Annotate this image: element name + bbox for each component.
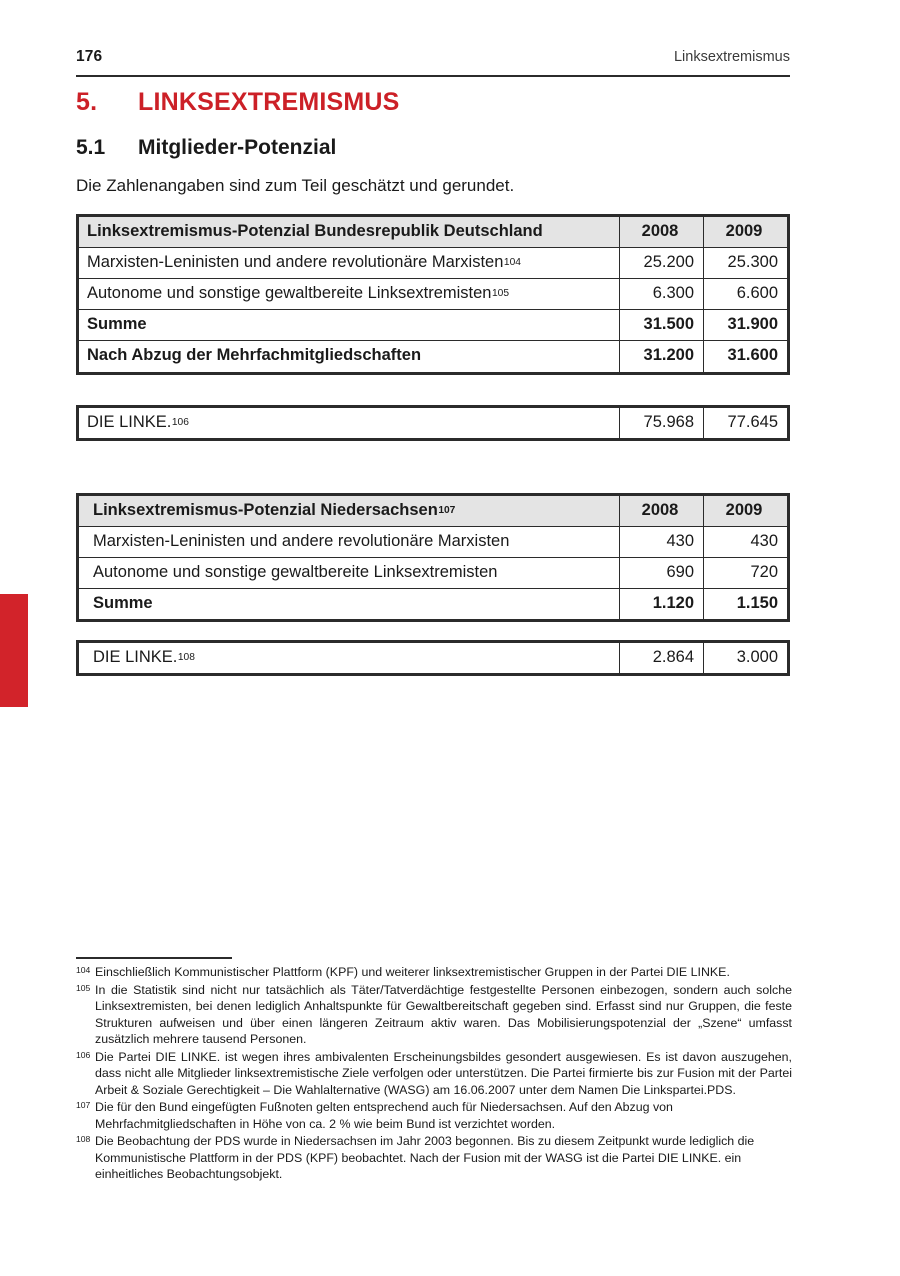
table-cell-label-text: Summe bbox=[87, 315, 147, 334]
table-cell-label bbox=[79, 527, 619, 557]
table-cell-label-text: Summe bbox=[93, 594, 153, 613]
table-linksextremismus-potenzial-bund bbox=[76, 214, 790, 375]
table-cell-value-2009: 3.000 bbox=[703, 643, 787, 673]
table-cell-value-2009: 25.300 bbox=[703, 248, 787, 278]
footnote-text: In die Statistik sind nicht nur tatsächlich als Täter/Tatverdächtige festgestellte Personen einbezogen, sondern auch solche Linksextremisten, bei denen lediglich Anhaltspunkte für Gewaltbereitschaft gegeben sind. Erfasst sind nur Gruppen, die feste Strukturen aufweisen und über einen längeren Zeitraum aktiv waren. Das Mobilisierungspotenzial der „Szene“ umfasst zusätzlich mehrere tausend Personen. bbox=[95, 982, 792, 1046]
footnote-text: Die Partei DIE LINKE. ist wegen ihres ambivalenten Erscheinungsbildes gesondert ausgewiesen. Es ist davon auszugehen, dass nicht alle Mitglieder linksextremistische Ziele verfolgen oder unterstützen. Die Partei firmierte bis zur Fusion mit der Partei Arbeit & Soziale Gerechtigkeit – Die Wahlalternative (WASG) am 16.06.2007 unter dem Namen Die Linkspartei.PDS. bbox=[95, 1049, 792, 1097]
table-cell-value-2008: 75.968 bbox=[619, 408, 703, 438]
table-header-row bbox=[79, 217, 787, 247]
table-row bbox=[79, 526, 787, 557]
table-cell-value-2009: 1.150 bbox=[703, 589, 787, 619]
footnotes-list bbox=[76, 964, 792, 1184]
table-row bbox=[79, 340, 787, 371]
table-cell-label-text: Marxisten-Leninisten und andere revolutionäre Marxisten bbox=[93, 532, 510, 551]
footnote-marker: 106 bbox=[76, 1049, 91, 1060]
footnote-separator-rule bbox=[76, 957, 232, 959]
table-die-linke-bund bbox=[76, 405, 790, 441]
table-cell-label-text: Autonome und sonstige gewaltbereite Linksextremisten bbox=[93, 563, 498, 582]
table-cell-label-text: Autonome und sonstige gewaltbereite Linksextremisten bbox=[87, 284, 492, 303]
table-header-label-text: Linksextremismus-Potenzial Niedersachsen bbox=[93, 501, 438, 519]
section-heading bbox=[76, 136, 790, 160]
footnote-text: Die für den Bund eingefügten Fußnoten gelten entsprechend auch für Niedersachsen. Auf den Abzug von Mehrfachmitgliedschaften in Höhe von ca. 2 % wie beim Bund ist verzichtet worden. bbox=[95, 1100, 673, 1131]
running-head-rule bbox=[76, 75, 790, 77]
footnote-marker: 108 bbox=[76, 1134, 91, 1144]
footnote-text: Die Beobachtung der PDS wurde in Niedersachsen im Jahr 2003 begonnen. Bis zu diesem Zeitpunkt wurde lediglich die Kommunistische Plattform in der PDS (KPF) beobachtet. Nach der Fusion mit der WASG ist die Partei DIE LINKE. ein einheitliches Beobachtungsobjekt. bbox=[95, 1134, 755, 1181]
table-cell-value-2008: 31.200 bbox=[619, 341, 703, 371]
table-row bbox=[79, 643, 787, 673]
table-header-col-2008: 2008 bbox=[619, 217, 703, 247]
table-cell-label bbox=[79, 558, 619, 588]
table-row bbox=[79, 588, 787, 619]
table-cell-value-2009: 430 bbox=[703, 527, 787, 557]
table-cell-label-text: DIE LINKE. bbox=[93, 648, 178, 666]
table-row bbox=[79, 557, 787, 588]
table-cell-value-2009: 31.600 bbox=[703, 341, 787, 371]
table-linksextremismus-potenzial-niedersachsen bbox=[76, 493, 790, 622]
footnote-item bbox=[76, 1133, 792, 1183]
table-header-row bbox=[79, 496, 787, 526]
table-die-linke-niedersachsen bbox=[76, 640, 790, 676]
table-cell-value-2009: 31.900 bbox=[703, 310, 787, 340]
chapter-heading bbox=[76, 88, 790, 117]
footnote-item bbox=[76, 982, 792, 1048]
table-cell-label-text: Marxisten-Leninisten und andere revolutionäre Marxisten bbox=[87, 253, 504, 272]
table-cell-label bbox=[79, 310, 619, 340]
table-cell-label bbox=[79, 589, 619, 619]
table-cell-value-2008: 2.864 bbox=[619, 643, 703, 673]
table-cell-value-2009: 720 bbox=[703, 558, 787, 588]
table-cell-value-2009: 77.645 bbox=[703, 408, 787, 438]
footnote-item bbox=[76, 964, 792, 981]
lead-paragraph: Die Zahlenangaben sind zum Teil geschätzt und gerundet. bbox=[76, 176, 515, 195]
table-cell-value-2008: 25.200 bbox=[619, 248, 703, 278]
table-cell-label: DIE LINKE. 108 bbox=[79, 643, 619, 673]
red-margin-tab bbox=[0, 594, 28, 707]
table-cell-label bbox=[79, 341, 619, 371]
table-cell-label: Autonome und sonstige gewaltbereite Linksextremisten 105 bbox=[79, 279, 619, 309]
table-cell-value-2008: 1.120 bbox=[619, 589, 703, 619]
table-row bbox=[79, 278, 787, 309]
section-number: 5.1 bbox=[76, 136, 106, 159]
table-cell-value-2008: 690 bbox=[619, 558, 703, 588]
table-cell-label-text: DIE LINKE. bbox=[87, 413, 172, 431]
chapter-number: 5. bbox=[76, 88, 98, 116]
section-title: Mitglieder-Potenzial bbox=[138, 136, 337, 159]
table-row bbox=[79, 247, 787, 278]
footnote-item bbox=[76, 1049, 792, 1099]
table-cell-value-2008: 6.300 bbox=[619, 279, 703, 309]
table-cell-value-2008: 430 bbox=[619, 527, 703, 557]
table-cell-label: DIE LINKE. 106 bbox=[79, 408, 619, 438]
table-header-label: Linksextremismus-Potenzial Niedersachsen 107 bbox=[79, 496, 619, 526]
chapter-title: LINKSEXTREMISMUS bbox=[138, 88, 400, 116]
table-cell-value-2009: 6.600 bbox=[703, 279, 787, 309]
table-row bbox=[79, 309, 787, 340]
running-head bbox=[76, 48, 790, 66]
running-head-title: Linksextremismus bbox=[673, 49, 790, 65]
table-header-label: Linksextremismus-Potenzial Bundesrepublik Deutschland bbox=[87, 222, 543, 240]
footnote-text: Einschließlich Kommunistischer Plattform (KPF) und weiterer linksextremistischer Gruppen in der Partei DIE LINKE. bbox=[95, 965, 730, 979]
table-row bbox=[79, 408, 787, 438]
table-header-col-2009: 2009 bbox=[703, 217, 787, 247]
footnote-item bbox=[76, 1099, 792, 1132]
table-header-col-2008: 2008 bbox=[619, 496, 703, 526]
footnote-marker: 104 bbox=[76, 965, 91, 975]
footnote-marker: 107 bbox=[76, 1100, 91, 1110]
table-cell-label-text: Nach Abzug der Mehrfachmitgliedschaften bbox=[87, 346, 422, 365]
table-header-col-2009: 2009 bbox=[703, 496, 787, 526]
table-cell-label: Marxisten-Leninisten und andere revolutionäre Marxisten 104 bbox=[79, 248, 619, 278]
table-cell-value-2008: 31.500 bbox=[619, 310, 703, 340]
page-number: 176 bbox=[76, 48, 103, 65]
footnote-marker: 105 bbox=[76, 982, 91, 993]
